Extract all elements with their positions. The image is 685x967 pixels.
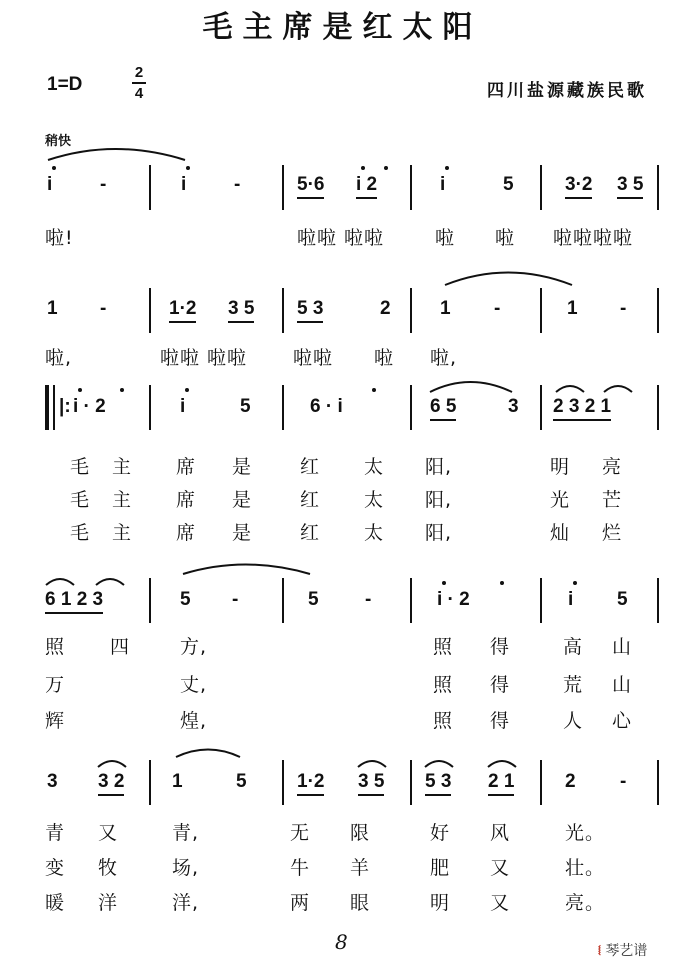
watermark <box>598 940 647 960</box>
lyric: 丈, <box>180 674 208 696</box>
note-dash: - <box>365 589 372 610</box>
slur-arc <box>425 761 453 767</box>
barline <box>540 288 542 333</box>
octave-dot <box>186 166 190 170</box>
octave-dot <box>52 166 56 170</box>
lyric: 毛 <box>70 522 91 544</box>
barline <box>540 385 542 430</box>
lyric: 啦啦 啦啦 <box>297 227 385 249</box>
barline <box>540 578 542 623</box>
lyric: 灿 <box>550 522 571 544</box>
note-dash: - <box>232 589 239 610</box>
song-title: 毛主席是红太阳 <box>202 10 483 45</box>
tie-arc <box>445 273 572 286</box>
lyric: 阳, <box>425 456 453 478</box>
barline <box>410 288 412 333</box>
barline <box>149 385 151 430</box>
note-dash: - <box>100 298 107 319</box>
note-group: 3 2 <box>98 771 124 796</box>
note-group: 1·2 <box>169 298 196 323</box>
lyric: 得 <box>490 710 511 732</box>
barline <box>282 385 284 430</box>
barline <box>410 760 412 805</box>
tie-arc <box>183 565 310 575</box>
lyric: 毛 <box>70 489 91 511</box>
lyric: 羊 <box>350 857 371 879</box>
tempo-marking: 稍快 <box>45 134 72 149</box>
lyric: 两 <box>290 892 311 914</box>
lyric: 啦啦 <box>293 347 334 369</box>
lyric: 肥 <box>430 857 451 879</box>
lyric: 心 <box>612 710 633 732</box>
slur-arc <box>176 750 240 758</box>
barline <box>282 288 284 333</box>
note: 5 <box>180 589 191 610</box>
note: 5 <box>503 174 514 195</box>
barline <box>149 288 151 333</box>
lyric: 啦啦 啦啦 <box>160 347 248 369</box>
lyric: 万 <box>45 674 66 696</box>
note: 1 <box>440 298 451 319</box>
repeat-sign: |: <box>59 396 71 417</box>
lyric: 太 <box>364 489 385 511</box>
barline <box>282 578 284 623</box>
lyric: 照 <box>433 674 454 696</box>
octave-dot <box>361 166 365 170</box>
lyric: 阳, <box>425 522 453 544</box>
note-group: 3 5 <box>228 298 254 323</box>
lyric: 啦 <box>495 227 516 249</box>
lyric: 壮。 <box>565 857 606 879</box>
lyric: 眼 <box>350 892 371 914</box>
lyric: 限 <box>350 822 371 844</box>
slur-arc <box>488 761 516 767</box>
tie-arc <box>48 149 185 160</box>
lyric: 红 <box>300 489 321 511</box>
note: i <box>47 174 53 195</box>
octave-dot <box>500 581 504 585</box>
note-group: 6 5 <box>430 396 456 421</box>
lyric: 照 <box>45 636 66 658</box>
lyric: 毛 <box>70 456 91 478</box>
note-group: 5 3 <box>297 298 323 323</box>
note-group: i · 2 <box>437 589 470 610</box>
lyric: 主 <box>112 522 133 544</box>
octave-dot <box>445 166 449 170</box>
attribution: 四川盐源藏族民歌 <box>487 81 647 101</box>
time-signature-bar <box>132 82 146 84</box>
slur-arc <box>358 761 386 767</box>
lyric: 青, <box>172 822 200 844</box>
lyric: 啦 <box>374 347 395 369</box>
note: 5 <box>308 589 319 610</box>
note: i <box>440 174 446 195</box>
key-signature: 1=D <box>47 74 83 95</box>
note-group: 3 5 <box>358 771 384 796</box>
note: 5 <box>240 396 251 417</box>
lyric: 洋 <box>98 892 119 914</box>
note-group: 5·6 <box>297 174 324 199</box>
lyric: 洋, <box>172 892 200 914</box>
barline <box>149 578 151 623</box>
lyric: 太 <box>364 522 385 544</box>
slur-arc <box>96 579 124 585</box>
lyric: 场, <box>172 857 200 879</box>
note-group: i · 2 <box>73 396 106 417</box>
lyric: 席 <box>176 489 197 511</box>
note: i <box>181 174 187 195</box>
note-group: i 2 <box>356 174 377 199</box>
lyric: 主 <box>112 456 133 478</box>
note-group: 2 3 2 1 <box>553 396 611 421</box>
note-group: 6 · i <box>310 396 343 417</box>
barline <box>410 165 412 210</box>
watermark-text: 琴艺谱 <box>605 943 648 959</box>
barline <box>540 165 542 210</box>
lyric: 人 <box>563 710 584 732</box>
barline <box>540 760 542 805</box>
note-group: 5 3 <box>425 771 451 796</box>
lyric: 席 <box>176 522 197 544</box>
note: i <box>568 589 574 610</box>
lyric: 啦! <box>45 227 74 249</box>
octave-dot <box>442 581 446 585</box>
lyric: 芒 <box>602 489 623 511</box>
lyric: 山 <box>612 636 633 658</box>
note: 5 <box>617 589 628 610</box>
note-dash: - <box>494 298 501 319</box>
lyric: 又 <box>490 857 511 879</box>
barline <box>657 578 659 623</box>
time-signature-top: 2 <box>134 64 144 81</box>
lyric: 太 <box>364 456 385 478</box>
lyric: 牛 <box>290 857 311 879</box>
lyric: 好 <box>430 822 451 844</box>
time-signature <box>132 64 146 102</box>
slur-arc <box>556 386 584 392</box>
repeat-barline-thin <box>53 385 55 430</box>
lyric: 啦啦啦啦 <box>553 227 634 249</box>
note-dash: - <box>620 771 627 792</box>
slur-arc <box>604 386 632 392</box>
note-dash: - <box>620 298 627 319</box>
lyric: 啦, <box>430 347 458 369</box>
lyric: 暖 <box>45 892 66 914</box>
lyric: 阳, <box>425 489 453 511</box>
lyric: 光。 <box>565 822 606 844</box>
lyric: 烂 <box>602 522 623 544</box>
octave-dot <box>573 581 577 585</box>
lyric: 是 <box>232 456 253 478</box>
note-dash: - <box>100 174 107 195</box>
barline <box>410 578 412 623</box>
barline <box>410 385 412 430</box>
note-group: 2 1 <box>488 771 514 796</box>
lyric: 变 <box>45 857 66 879</box>
lyric: 照 <box>433 636 454 658</box>
barline <box>657 760 659 805</box>
barline <box>282 165 284 210</box>
lyric: 光 <box>550 489 571 511</box>
note: 1 <box>567 298 578 319</box>
octave-dot <box>384 166 388 170</box>
barline <box>149 165 151 210</box>
note-group: 1·2 <box>297 771 324 796</box>
note: 1 <box>47 298 58 319</box>
lyric: 又 <box>490 892 511 914</box>
lyric: 是 <box>232 522 253 544</box>
lyric: 亮 <box>602 456 623 478</box>
lyric: 风 <box>490 822 511 844</box>
lyric: 牧 <box>98 857 119 879</box>
lyric: 主 <box>112 489 133 511</box>
note-group: 6 1 2 3 <box>45 589 103 614</box>
lyric: 方, <box>180 636 208 658</box>
note: 5 <box>236 771 247 792</box>
lyric: 无 <box>290 822 311 844</box>
note-dash: - <box>234 174 241 195</box>
barline <box>657 385 659 430</box>
lyric: 红 <box>300 456 321 478</box>
barline <box>282 760 284 805</box>
lyric: 啦, <box>45 347 73 369</box>
lyric: 啦 <box>435 227 456 249</box>
lyric: 青 <box>45 822 66 844</box>
lyric: 照 <box>433 710 454 732</box>
time-signature-bottom: 4 <box>134 85 144 102</box>
note: i <box>180 396 186 417</box>
lyric: 明 <box>550 456 571 478</box>
note-group: 3 5 <box>617 174 643 199</box>
barline <box>657 165 659 210</box>
barline <box>149 760 151 805</box>
page-number: 8 <box>335 930 348 954</box>
lyric: 荒 <box>563 674 584 696</box>
lyric: 又 <box>98 822 119 844</box>
octave-dot <box>120 388 124 392</box>
lyric: 辉 <box>45 710 66 732</box>
lyric: 四 <box>110 636 131 658</box>
lyric: 明 <box>430 892 451 914</box>
octave-dot <box>185 388 189 392</box>
lyric: 高 <box>563 636 584 658</box>
repeat-barline-thick <box>45 385 49 430</box>
note: 1 <box>172 771 183 792</box>
slur-arc <box>46 579 74 585</box>
slur-arc <box>98 761 126 767</box>
octave-dot <box>372 388 376 392</box>
note: 2 <box>565 771 576 792</box>
lyric: 煌, <box>180 710 208 732</box>
barline <box>657 288 659 333</box>
lyric: 席 <box>176 456 197 478</box>
note: 2 <box>380 298 391 319</box>
lyric: 得 <box>490 636 511 658</box>
slur-arc <box>430 382 512 392</box>
lyric: 是 <box>232 489 253 511</box>
watermark-logo-icon: ⧙ <box>598 943 601 959</box>
octave-dot <box>78 388 82 392</box>
note-group: 3·2 <box>565 174 592 199</box>
lyric: 得 <box>490 674 511 696</box>
note: 3 <box>47 771 58 792</box>
lyric: 红 <box>300 522 321 544</box>
note: 3 <box>508 396 519 417</box>
lyric: 亮。 <box>565 892 606 914</box>
lyric: 山 <box>612 674 633 696</box>
